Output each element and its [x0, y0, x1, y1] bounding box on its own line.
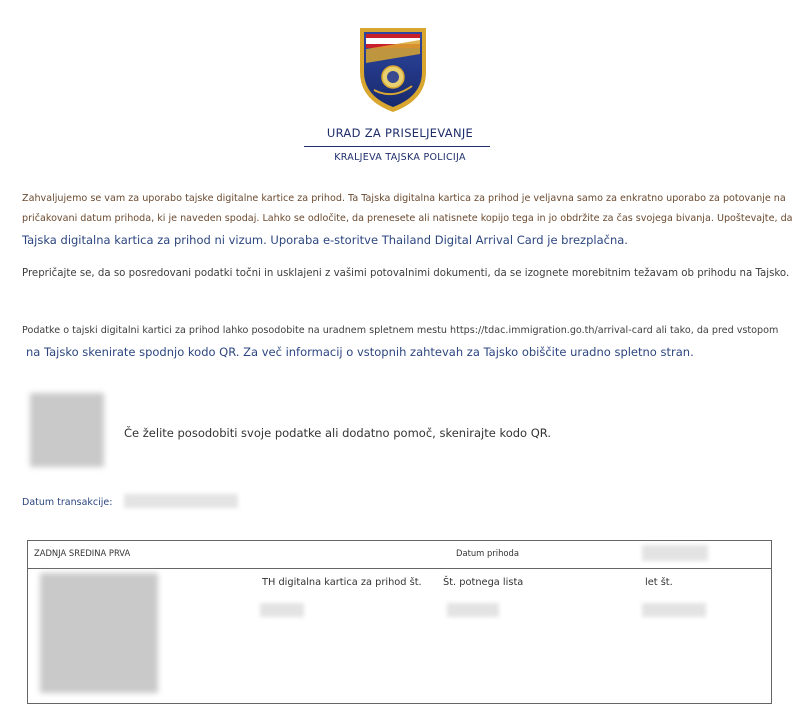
- immigration-badge-logo: [352, 20, 434, 116]
- transaction-date-value-redacted: [124, 494, 238, 508]
- intro-line-3: Tajska digitalna kartica za prihod ni vizum. Uporaba e-storitve Thailand Digital Arrival Card je brezplačna.: [22, 233, 628, 247]
- qr-code-small: [30, 393, 104, 467]
- arrival-card-box: [27, 540, 772, 704]
- update-line-2: na Tajsko skenirate spodnjo kodo QR. Za več informacij o vstopnih zahtevah za Tajsko obiščite uradno spletno stran.: [26, 345, 694, 359]
- flight-number-value-redacted: [642, 603, 706, 617]
- qr-instruction-text: Če želite posodobiti svoje podatke ali dodatno pomoč, skenirajte kodo QR.: [124, 426, 552, 440]
- header-divider: [304, 146, 490, 147]
- page-subtitle: KRALJEVA TAJSKA POLICIJA: [334, 152, 466, 163]
- arrival-date-header: Datum prihoda: [456, 548, 519, 558]
- arrival-date-value-redacted: [642, 545, 708, 561]
- qr-code-large: [40, 573, 158, 693]
- passport-number-value-redacted: [447, 603, 499, 617]
- page-title: URAD ZA PRISELJEVANJE: [326, 126, 474, 140]
- name-header: ZADNJA SREDINA PRVA: [34, 548, 131, 558]
- flight-number-label: let št.: [645, 577, 673, 588]
- card-divider: [28, 568, 771, 569]
- intro-line-1: Zahvaljujemo se vam za uporabo tajske digitalne kartice za prihod. Ta Tajska digitalna kartica za prihod je veljavna samo za enkratno uporabo za potovanje na: [22, 193, 786, 204]
- update-line-1: Podatke o tajski digitalni kartici za prihod lahko posodobite na uradnem spletnem mestu https://tdac.immigration.go.th/arrival-card ali tako, da pred vstopom: [22, 325, 779, 336]
- intro-line-2: pričakovani datum prihoda, ki je naveden spodaj. Lahko se odločite, da prenesete ali natisnete kopijo tega in jo obdržite za čas svojega bivanja. Upoštevajte, da: [22, 213, 793, 224]
- transaction-date-label: Datum transakcije:: [22, 497, 113, 508]
- passport-number-label: Št. potnega lista: [443, 577, 524, 588]
- confirm-text: Prepričajte se, da so posredovani podatki točni in usklajeni z vašimi potovalnimi dokumenti, da se izognete morebitnim težavam ob prihodu na Tajsko.: [22, 268, 790, 279]
- card-number-value-redacted: [260, 603, 304, 617]
- card-number-label: TH digitalna kartica za prihod št.: [262, 577, 422, 588]
